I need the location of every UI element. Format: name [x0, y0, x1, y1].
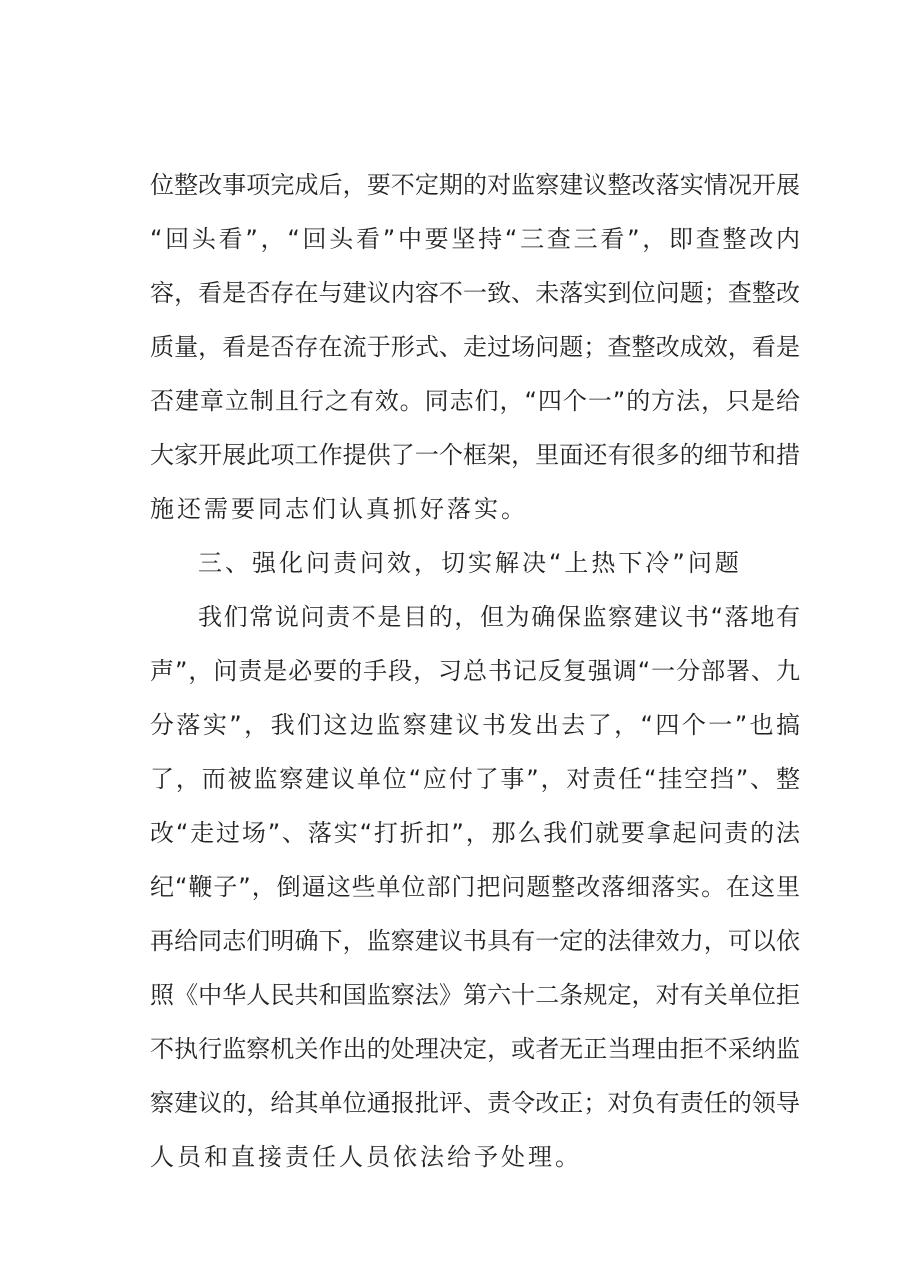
text-line-17 [150, 1022, 800, 1076]
text-line-4 [150, 320, 800, 374]
text-line-14-text: 纪“鞭子”，倒逼这些单位部门把问题整改落细落实。在这里 [150, 873, 800, 901]
section-heading-text: 三、强化问责问效，切实解决“上热下冷”问题 [198, 549, 742, 577]
text-line-16 [150, 968, 800, 1022]
text-line-7 [150, 482, 800, 536]
text-line-3-text: 容，看是否存在与建议内容不一致、未落实到位问题；查整改 [150, 279, 800, 307]
text-line-10 [150, 644, 800, 698]
text-line-17-text: 不执行监察机关作出的处理决定，或者无正当理由拒不采纳监 [150, 1035, 800, 1063]
text-line-9 [150, 590, 800, 644]
text-line-18 [150, 1076, 800, 1130]
document-body [150, 158, 800, 1184]
text-line-5 [150, 374, 800, 428]
text-line-19-text: 人员和直接责任人员依法给予处理。 [150, 1143, 582, 1171]
text-line-13-text: 改“走过场”、落实“打折扣”，那么我们就要拿起问责的法 [150, 819, 800, 847]
text-line-11-text: 分落实”，我们这边监察建议书发出去了，“四个一”也搞 [150, 711, 800, 739]
text-line-2-text: “回头看”，“回头看”中要坚持“三查三看”，即查整改内 [150, 225, 800, 253]
text-line-13 [150, 806, 800, 860]
text-line-4-text: 质量，看是否存在流于形式、走过场问题；查整改成效，看是 [150, 333, 800, 361]
text-line-19 [150, 1130, 800, 1184]
text-line-3 [150, 266, 800, 320]
text-line-12-text: 了，而被监察建议单位“应付了事”，对责任“挂空挡”、整 [150, 765, 800, 793]
text-line-16-text: 照《中华人民共和国监察法》第六十二条规定，对有关单位拒 [150, 981, 800, 1009]
text-line-1 [150, 158, 800, 212]
text-line-5-text: 否建章立制且行之有效。同志们，“四个一”的方法，只是给 [150, 387, 800, 415]
text-line-6 [150, 428, 800, 482]
text-line-7-text: 施还需要同志们认真抓好落实。 [150, 495, 528, 523]
text-line-18-text: 察建议的，给其单位通报批评、责令改正；对负有责任的领导 [150, 1089, 800, 1117]
text-line-10-text: 声”，问责是必要的手段，习总书记反复强调“一分部署、九 [150, 657, 800, 685]
text-line-15-text: 再给同志们明确下，监察建议书具有一定的法律效力，可以依 [150, 927, 800, 955]
text-line-14 [150, 860, 800, 914]
text-line-15 [150, 914, 800, 968]
text-line-12 [150, 752, 800, 806]
section-heading [150, 536, 800, 590]
text-line-11 [150, 698, 800, 752]
text-line-1-text: 位整改事项完成后，要不定期的对监察建议整改落实情况开展 [150, 171, 800, 199]
text-line-9-text: 我们常说问责不是目的，但为确保监察建议书“落地有 [198, 603, 800, 631]
text-line-6-text: 大家开展此项工作提供了一个框架，里面还有很多的细节和措 [150, 441, 800, 469]
text-line-2 [150, 212, 800, 266]
